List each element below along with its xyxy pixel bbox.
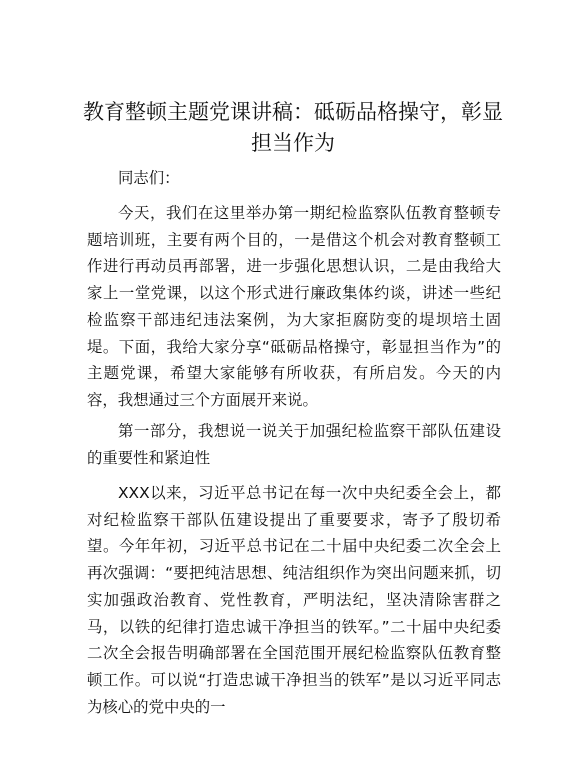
section-heading: 第一部分，我想说一说关于加强纪检监察干部队伍建设的重要性和紧迫性: [87, 422, 501, 467]
paragraph-section-one: XXX以来，习近平总书记在每一次中央纪委全会上，都对纪检监察干部队伍建设提出了重要要求，寄予了殷切希望。今年年初，习近平总书记在二十届中央纪委二次全会上再次强调：“要把纯洁思想、纯洁组织作为突出问题来抓，切实加强政治教育、党性教育，严明法纪，坚决清除害群之马，以铁的纪律打造忠诚干净担当的铁军。”二十届中央纪委二次全会报告明确部署在全国范围开展纪检监察队伍教育整顿工作。可以说“打造忠诚干净担当的铁军”是以习近平同志为核心的党中央的一: [87, 484, 501, 716]
document-title: 教育整顿主题党课讲稿：砥砺品格操守，彰显担当作为: [83, 100, 503, 155]
paragraph-intro: 今天，我们在这里举办第一期纪检监察队伍教育整顿专题培训班，主要有两个目的，一是借这个机会对教育整顿工作进行再动员再部署，进一步强化思想认识，二是由我给大家上一堂党课，以这个形式进行廉政集体约谈，讲述一些纪检监察干部违纪违法案例，为大家拒腐防变的堤坝培土固堤。下面，我给大家分享“砥砺品格操守，彰显担当作为”的主题党课，希望大家能够有所收获，有所启发。今天的内容，我想通过三个方面展开来说。: [87, 204, 501, 409]
salutation: 同志们：: [118, 169, 180, 187]
